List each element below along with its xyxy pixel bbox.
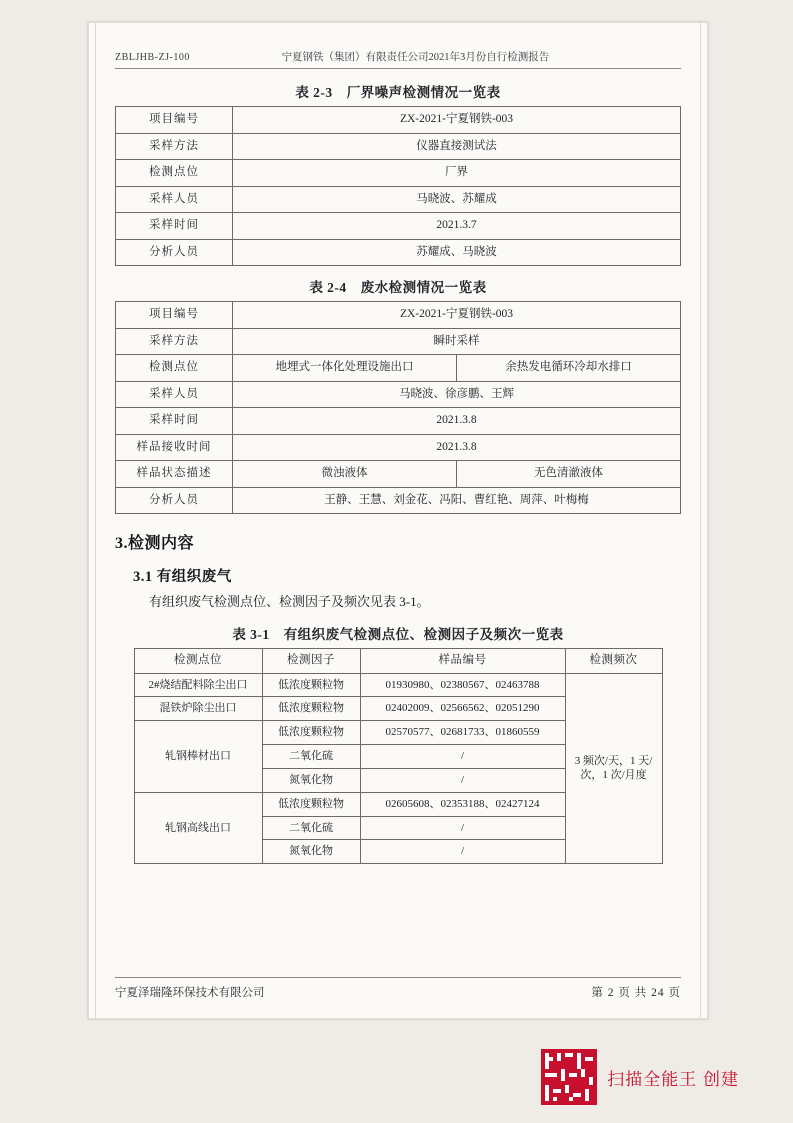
table-2-4-caption — [115, 276, 681, 296]
cell-factor: 低浓度颗粒物 — [262, 792, 360, 816]
cell-point: 轧钢棒材出口 — [134, 721, 262, 793]
row-value-left: 地埋式一体化处理设施出口 — [233, 355, 457, 382]
report-title: 宁夏钢铁（集团）有限责任公司2021年3月份自行检测报告 — [281, 52, 550, 63]
table-row — [116, 434, 681, 461]
table-2-4-number: 表 2-4 — [309, 280, 347, 296]
table-row — [116, 160, 681, 187]
running-header — [115, 49, 681, 69]
cell-sample: 01930980、02380567、02463788 — [360, 673, 565, 697]
cell-frequency: 3 频次/天，1 天/次，1 次/月度 — [565, 673, 662, 864]
column-header: 样品编号 — [360, 649, 565, 674]
cell-point: 2#烧结配料除尘出口 — [134, 673, 262, 697]
table-row — [116, 461, 681, 488]
footer-company: 宁夏泽瑞隆环保技术有限公司 — [115, 987, 265, 999]
table-row — [116, 107, 681, 134]
row-value-left: 微浊液体 — [233, 461, 457, 488]
row-value: 瞬时采样 — [233, 328, 681, 355]
table-2-3-number: 表 2-3 — [295, 85, 333, 100]
row-label: 采样方法 — [116, 328, 233, 355]
cell-sample: / — [360, 816, 565, 840]
column-header: 检测点位 — [134, 649, 262, 674]
cell-sample: / — [360, 745, 565, 769]
cell-factor: 二氧化硫 — [262, 816, 360, 840]
row-label: 采样人员 — [116, 186, 233, 213]
cell-point: 轧钢高线出口 — [134, 792, 262, 864]
page-footer — [115, 977, 681, 1000]
row-value: 2021.3.7 — [233, 213, 681, 240]
cell-factor: 二氧化硫 — [262, 745, 360, 769]
cell-sample: 02402009、02566562、02051290 — [360, 697, 565, 721]
subsection-heading: 3.1 有组织废气 — [133, 569, 232, 586]
table-3-1-title: 有组织废气检测点位、检测因子及频次一览表 — [283, 627, 564, 643]
row-value: ZX-2021-宁夏钢铁-003 — [233, 107, 681, 134]
row-label: 样品接收时间 — [116, 434, 233, 461]
table-3-1-caption — [115, 623, 681, 643]
table-2-3-title: 厂界噪声检测情况一览表 — [346, 85, 501, 100]
table-row — [116, 355, 681, 382]
row-value-right: 余热发电循环冷却水排口 — [457, 355, 681, 382]
table-row — [116, 487, 681, 514]
table-row — [116, 239, 681, 266]
table-2-3-caption — [115, 81, 681, 101]
footer-page-number: 第 2 页 共 24 页 — [591, 987, 681, 999]
scan-edge-right — [700, 23, 701, 1018]
row-value: 马晓波、苏耀成 — [233, 186, 681, 213]
column-header: 检测频次 — [565, 649, 662, 674]
row-value: 2021.3.8 — [233, 408, 681, 435]
watermark-text: 扫描全能王 创建 — [607, 1069, 739, 1089]
section-paragraph: 有组织废气检测点位、检测因子及频次见表 3-1。 — [149, 594, 430, 610]
document-content — [115, 49, 681, 864]
cell-factor: 低浓度颗粒物 — [262, 721, 360, 745]
table-row — [134, 673, 662, 697]
row-value: 厂界 — [233, 160, 681, 187]
row-label: 样品状态描述 — [116, 461, 233, 488]
row-label: 项目编号 — [116, 107, 233, 134]
row-label: 分析人员 — [116, 239, 233, 266]
table-2-4 — [115, 301, 681, 514]
cell-factor: 氮氧化物 — [262, 768, 360, 792]
row-value: ZX-2021-宁夏钢铁-003 — [233, 302, 681, 329]
column-header: 检测因子 — [262, 649, 360, 674]
cell-sample: 02605608、02353188、02427124 — [360, 792, 565, 816]
qr-code-icon — [541, 1049, 597, 1105]
table-header-row — [134, 649, 662, 674]
cell-sample: / — [360, 840, 565, 864]
row-value: 马晓波、徐彦鹏、王辉 — [233, 381, 681, 408]
row-label: 采样人员 — [116, 381, 233, 408]
scan-edge-left — [95, 23, 96, 1018]
table-3-1 — [134, 648, 663, 864]
cell-sample: / — [360, 768, 565, 792]
row-value-right: 无色清澈液体 — [457, 461, 681, 488]
table-row — [116, 302, 681, 329]
document-code: ZBLJHB-ZJ-100 — [115, 52, 190, 63]
cell-sample: 02570577、02681733、01860559 — [360, 721, 565, 745]
table-2-4-title: 废水检测情况一览表 — [360, 280, 487, 296]
table-2-3 — [115, 106, 681, 266]
table-3-1-number: 表 3-1 — [232, 627, 270, 643]
table-row — [116, 381, 681, 408]
row-value: 王静、王慧、刘金花、冯阳、曹红艳、周萍、叶梅梅 — [233, 487, 681, 514]
cell-factor: 低浓度颗粒物 — [262, 673, 360, 697]
row-label: 采样时间 — [116, 408, 233, 435]
row-label: 检测点位 — [116, 160, 233, 187]
row-value: 2021.3.8 — [233, 434, 681, 461]
table-row — [116, 328, 681, 355]
scanner-watermark — [541, 1049, 739, 1105]
row-value: 苏耀成、马晓波 — [233, 239, 681, 266]
cell-point: 混铁炉除尘出口 — [134, 697, 262, 721]
table-row — [116, 408, 681, 435]
section-heading: 3.检测内容 — [115, 535, 195, 553]
row-label: 项目编号 — [116, 302, 233, 329]
row-label: 分析人员 — [116, 487, 233, 514]
cell-factor: 氮氧化物 — [262, 840, 360, 864]
cell-factor: 低浓度颗粒物 — [262, 697, 360, 721]
table-row — [116, 213, 681, 240]
row-label: 采样方法 — [116, 133, 233, 160]
table-row — [116, 186, 681, 213]
row-value: 仪器直接测试法 — [233, 133, 681, 160]
table-row — [116, 133, 681, 160]
document-sheet — [88, 22, 708, 1019]
row-label: 检测点位 — [116, 355, 233, 382]
row-label: 采样时间 — [116, 213, 233, 240]
